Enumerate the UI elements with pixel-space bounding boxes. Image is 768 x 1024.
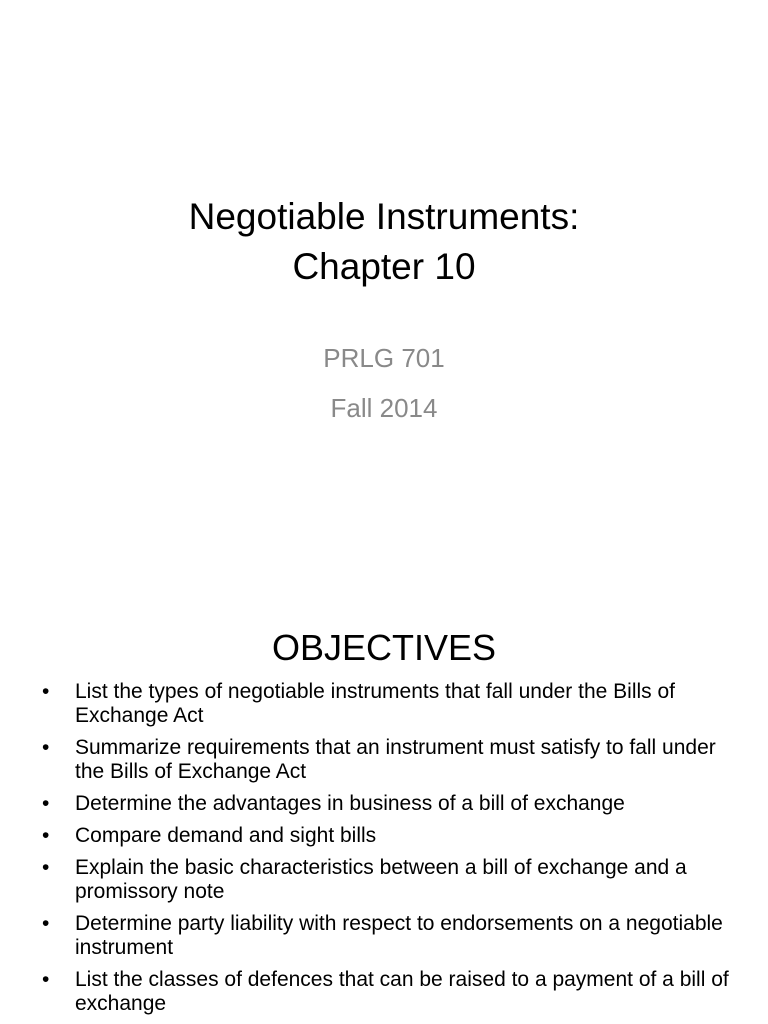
objective-text: List the classes of defences that can be raised to a payment of a bill of exchange	[75, 968, 729, 1015]
objective-text: Determine party liability with respect to endorsements on a negotiable instrument	[75, 912, 723, 959]
objective-text: List the types of negotiable instruments that fall under the Bills of Exchange Act	[75, 680, 676, 727]
objectives-heading: OBJECTIVES	[271, 627, 497, 668]
term-label: Fall 2014	[330, 393, 438, 423]
bullet-icon: •	[42, 736, 50, 759]
objective-text: Explain the basic characteristics between a bill of exchange and a promissory note	[75, 856, 687, 903]
objective-item	[40, 736, 730, 784]
objective-item	[40, 792, 730, 816]
objective-item	[40, 680, 730, 728]
bullet-icon: •	[42, 824, 50, 847]
bullet-icon: •	[42, 680, 50, 703]
slide-title-line-1: Negotiable Instruments:	[188, 196, 580, 237]
slide-subtitle	[0, 333, 768, 433]
objective-text: Determine the advantages in business of a bill of exchange	[75, 792, 625, 815]
objectives-slide	[0, 576, 768, 1024]
objective-item	[40, 856, 730, 904]
objectives-list	[40, 680, 730, 1024]
slide-title	[0, 192, 768, 292]
objective-item	[40, 824, 730, 848]
course-code: PRLG 701	[323, 343, 445, 373]
objective-text: Summarize requirements that an instrument must satisfy to fall under the Bills of Exchange Act	[75, 736, 716, 783]
bullet-icon: •	[42, 968, 50, 991]
bullet-icon: •	[42, 792, 50, 815]
objective-item	[40, 912, 730, 960]
objective-text: Compare demand and sight bills	[75, 824, 377, 847]
bullet-icon: •	[42, 912, 50, 935]
bullet-icon: •	[42, 856, 50, 879]
slide-title-line-2: Chapter 10	[292, 246, 476, 287]
objective-item	[40, 968, 730, 1016]
